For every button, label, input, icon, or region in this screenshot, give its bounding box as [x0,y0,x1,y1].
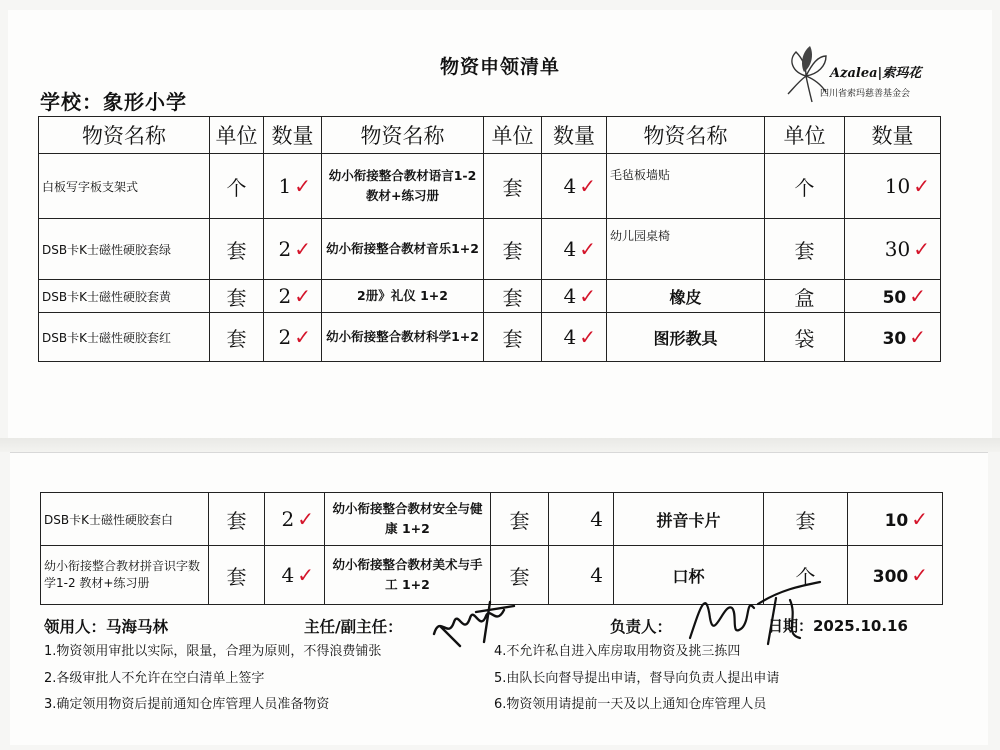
check-mark-icon: ✓ [579,325,596,349]
header-name: 物资名称 [322,117,484,154]
rule-item: 3.确定领用物资后提前通知仓库管理人员准备物资 [44,697,330,712]
item-qty [845,154,941,219]
logo-subtitle: 四川省索玛慈善基金会 [820,89,911,99]
item-name: 白板写字板支架式 [39,154,210,219]
qty-value: 4 [563,237,577,261]
table-row [39,154,941,219]
document-title: 物资申领清单 [439,56,560,78]
item-qty: 4 [549,493,614,546]
item-qty [845,219,941,280]
qty-value: 30 [882,329,907,349]
qty-value: 4 [563,284,577,308]
qty-value: 4 [563,325,577,349]
table-row [39,313,941,362]
item-qty [264,154,322,219]
item-qty [845,280,941,313]
check-mark-icon: ✓ [579,174,596,198]
header-name: 物资名称 [607,117,765,154]
materials-table-top [38,116,941,362]
item-unit: 个 [764,546,848,605]
item-unit: 套 [209,546,265,605]
item-unit: 套 [765,219,845,280]
check-mark-icon: ✓ [579,284,596,308]
item-name: 幼小衔接整合教材语言1-2 教材+练习册 [322,154,484,219]
qty-value: 50 [882,288,907,308]
item-name: 幼小衔接整合教材音乐1+2 [322,219,484,280]
director-signature-icon [430,596,520,652]
item-name: 毛毡板墙贴 [607,154,765,219]
item-unit: 套 [484,154,542,219]
check-mark-icon: ✓ [579,237,596,261]
item-name: DSB卡K士磁性硬胶套白 [41,493,209,546]
header-unit: 单位 [210,117,264,154]
item-qty [542,154,607,219]
item-unit: 套 [209,493,265,546]
item-name: DSB卡K士磁性硬胶套黄 [39,280,210,313]
school-name: 学校：象形小学 [40,90,187,114]
item-name: 幼小衔接整合教材拼音识字数学1-2 教材+练习册 [41,546,209,605]
manager-signature-icon [680,578,830,650]
rule-item: 1.物资领用审批以实际，限量，合理为原则，不得浪费铺张 [44,644,382,659]
item-qty [264,313,322,362]
logo-name: Azalea|索玛花 [830,66,922,81]
azalea-logo [782,42,942,112]
date-label: 日期：2025.10.16 [768,617,908,635]
header-row [39,117,941,154]
qty-value: 2 [278,237,292,261]
item-qty [845,313,941,362]
manager-label: 负责人： [610,618,673,636]
qty-value: 2 [278,284,292,308]
item-qty [848,493,943,546]
header-qty: 数量 [542,117,607,154]
qty-value: 4 [563,174,577,198]
check-mark-icon: ✓ [297,563,314,587]
check-mark-icon: ✓ [297,507,314,531]
qty-value: 10 [884,174,911,198]
rule-item: 6.物资领用请提前一天及以上通知仓库管理人员 [494,697,767,712]
qty-value: 1 [278,174,292,198]
item-qty [264,219,322,280]
item-name: 口杯 [614,546,764,605]
item-qty [265,493,325,546]
qty-value: 300 [872,567,909,587]
item-unit: 套 [210,280,264,313]
check-mark-icon: ✓ [911,563,928,587]
item-unit: 盒 [765,280,845,313]
item-name: DSB卡K士磁性硬胶套绿 [39,219,210,280]
director-label: 主任/副主任： [304,618,403,636]
qty-value: 10 [884,511,909,531]
item-unit: 袋 [765,313,845,362]
rule-item: 5.由队长向督导提出申请，督导向负责人提出申请 [494,671,780,686]
item-qty [542,280,607,313]
item-unit: 套 [491,546,549,605]
item-name: 幼儿园桌椅 [607,219,765,280]
item-name: 图形教具 [607,313,765,362]
item-qty [542,219,607,280]
header-name: 物资名称 [39,117,210,154]
qty-value: 30 [884,237,911,261]
item-unit: 个 [210,154,264,219]
item-unit: 套 [210,219,264,280]
item-unit: 套 [484,280,542,313]
item-name: 幼小衔接整合教材美术与手工 1+2 [325,546,491,605]
item-unit: 个 [765,154,845,219]
check-mark-icon: ✓ [294,237,311,261]
table-row [39,219,941,280]
item-unit: 套 [484,313,542,362]
table-row [39,280,941,313]
table-row [41,493,943,546]
item-unit: 套 [210,313,264,362]
check-mark-icon: ✓ [294,325,311,349]
item-name: 幼小衔接整合教材科学1+2 [322,313,484,362]
item-unit: 套 [491,493,549,546]
page-tear [0,438,1000,452]
qty-value: 4 [281,563,295,587]
check-mark-icon: ✓ [913,174,930,198]
item-qty [264,280,322,313]
item-name: 橡皮 [607,280,765,313]
header-qty: 数量 [264,117,322,154]
header-unit: 单位 [484,117,542,154]
check-mark-icon: ✓ [911,507,928,531]
item-qty [542,313,607,362]
check-mark-icon: ✓ [909,325,926,349]
qty-value: 2 [278,325,292,349]
item-name: 幼小衔接整合教材安全与健康 1+2 [325,493,491,546]
item-qty: 4 [549,546,614,605]
check-mark-icon: ✓ [913,237,930,261]
item-qty [265,546,325,605]
receiver-label: 领用人：马海马林 [44,618,169,636]
item-unit: 套 [484,219,542,280]
item-qty [848,546,943,605]
item-name: 拼音卡片 [614,493,764,546]
check-mark-icon: ✓ [294,174,311,198]
rule-item: 2.各级审批人不允许在空白清单上签字 [44,671,265,686]
rule-item: 4.不允许私自进入库房取用物资及挑三拣四 [494,644,741,659]
item-name: 2册》礼仪 1+2 [322,280,484,313]
qty-value: 2 [281,507,295,531]
check-mark-icon: ✓ [294,284,311,308]
check-mark-icon: ✓ [909,284,926,308]
header-qty: 数量 [845,117,941,154]
item-name: DSB卡K士磁性硬胶套红 [39,313,210,362]
header-unit: 单位 [765,117,845,154]
item-unit: 套 [764,493,848,546]
